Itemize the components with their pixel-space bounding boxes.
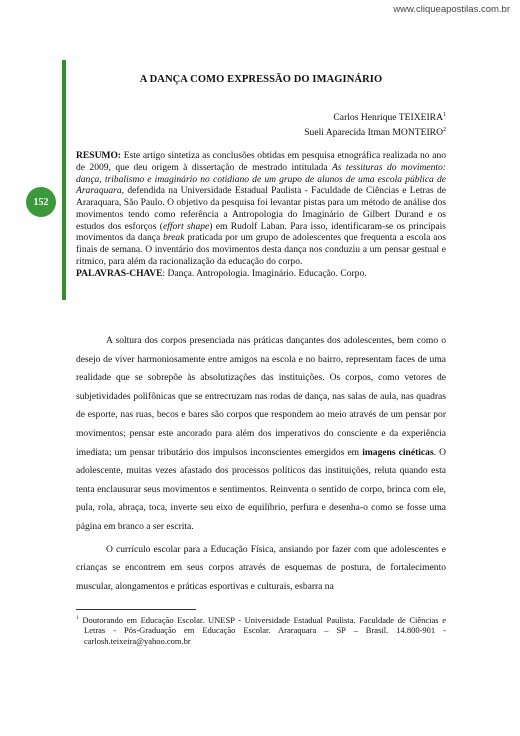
body-text bbox=[76, 332, 446, 596]
green-margin-bar bbox=[62, 60, 66, 300]
paragraph-text: A soltura dos corpos presenciada nas práticas dançantes dos adolescentes, bem como o desejo de viver harmoniosamente entre amigos na escola e no bairro, representam faces de uma realidade que se sobrepõe às absolutizações das instituições. Os corpos, como vetores de subjetividades polifônicas que se entrecruzam nas rodas de dança, nas salas de aula, nas quadras de esporte, nas ruas, becos e bares são corpos que respondem ao meio através de um pensar por movimentos; pensar este ancorado para além dos imperativos do consciente e da experiência imediata; um pensar tributário dos impulsos inconscientes emergidos em bbox=[76, 335, 446, 458]
author-1 bbox=[304, 109, 446, 124]
abstract-text: Este artigo sintetiza as conclusões obtidas em pesquisa etnográfica realizada no ano de 2009, que deu origem à dissertação de mestrado intitulada bbox=[76, 150, 446, 173]
keywords-label: PALAVRAS-CHAVE bbox=[76, 267, 163, 279]
article-title: A DANÇA COMO EXPRESSÃO DO IMAGINÁRIO bbox=[139, 74, 383, 85]
page-number-badge: 152 bbox=[26, 187, 56, 217]
abstract-text: ) em Rudolf Laban. Para isso, identificaram-se os principais movimentos da dança bbox=[76, 220, 446, 244]
abstract-text: praticada por um grupo de adolescentes que frequenta a escola aos finais de semana. O inventário dos movimentos desta dança nos conduziu a um pensar gestual e rítmico, para além da racionalização da educação do corpo. bbox=[76, 232, 446, 267]
footnote-mark: 1 bbox=[76, 615, 79, 621]
footnote-mark: 2 bbox=[443, 127, 446, 134]
site-watermark: www.cliqueapostilas.com.br bbox=[393, 4, 510, 15]
footnote-1 bbox=[76, 613, 446, 646]
abstract-text: , defendida na Universidade Estadual Paulista - Faculdade de Ciências e Letras de Araraquara, São Paulo. O objetivo da pesquisa foi levantar pistas para um método de análise dos movimentos tendo como referência a Antropologia do Imaginário de Gilbert Durand e os estudos dos esforços ( bbox=[76, 185, 446, 232]
break-term: break bbox=[163, 232, 185, 244]
footnote-text: Doutorando em Educação Escolar. UNESP - Universidade Estadual Paulista. Faculdade de Ciências e Letras - Pós-Graduação em Educação Escolar. Araraquara – SP – Brasil. 14.800-901 - carlosh.teixeira@yahoo.com.br bbox=[78, 614, 446, 646]
keywords-paragraph bbox=[76, 268, 446, 280]
emphasis-term: imagens cinéticas bbox=[362, 446, 434, 458]
author-list bbox=[304, 109, 446, 139]
thesis-title: As tessituras do movimento: dança, tribalismo e imaginário no cotidiano de um grupo de alunos de uma escola pública de Araraquara bbox=[76, 161, 446, 197]
abstract-paragraph bbox=[76, 150, 446, 268]
body-paragraph-1 bbox=[76, 332, 446, 537]
abstract-label: RESUMO: bbox=[76, 150, 122, 161]
footnote-divider bbox=[76, 609, 196, 610]
author-2 bbox=[304, 124, 446, 139]
body-paragraph-2: O currículo escolar para a Educação Física, ansiando por fazer com que adolescentes e crianças se encontrem em seus corpos através de esquemas de postura, de fortalecimento muscular, alongamentos e práticas esportivas e culturais, esbarra na bbox=[76, 543, 446, 592]
author-name: Sueli Aparecida Itman MONTEIRO bbox=[304, 127, 443, 139]
keywords-text: : Dança. Antropologia. Imaginário. Educação. Corpo. bbox=[162, 267, 367, 279]
paragraph-text: . O adolescente, muitas vezes afastado dos processos políticos das instituições, reluta quando esta tenta enclausurar seus movimentos e sentimentos. Reinventa o sentido de corpo, brinca com ele, pula, rola, abraça, toca, inverte seu eixo de equilíbrio, perfura e desenha-o como se fosse uma página em branco a ser escrita. bbox=[76, 446, 447, 532]
author-name: Carlos Henrique TEIXEIRA bbox=[333, 112, 443, 124]
abstract-block bbox=[76, 150, 446, 279]
footnote-mark: 1 bbox=[443, 112, 446, 118]
effort-shape-term: effort shape bbox=[162, 220, 210, 232]
